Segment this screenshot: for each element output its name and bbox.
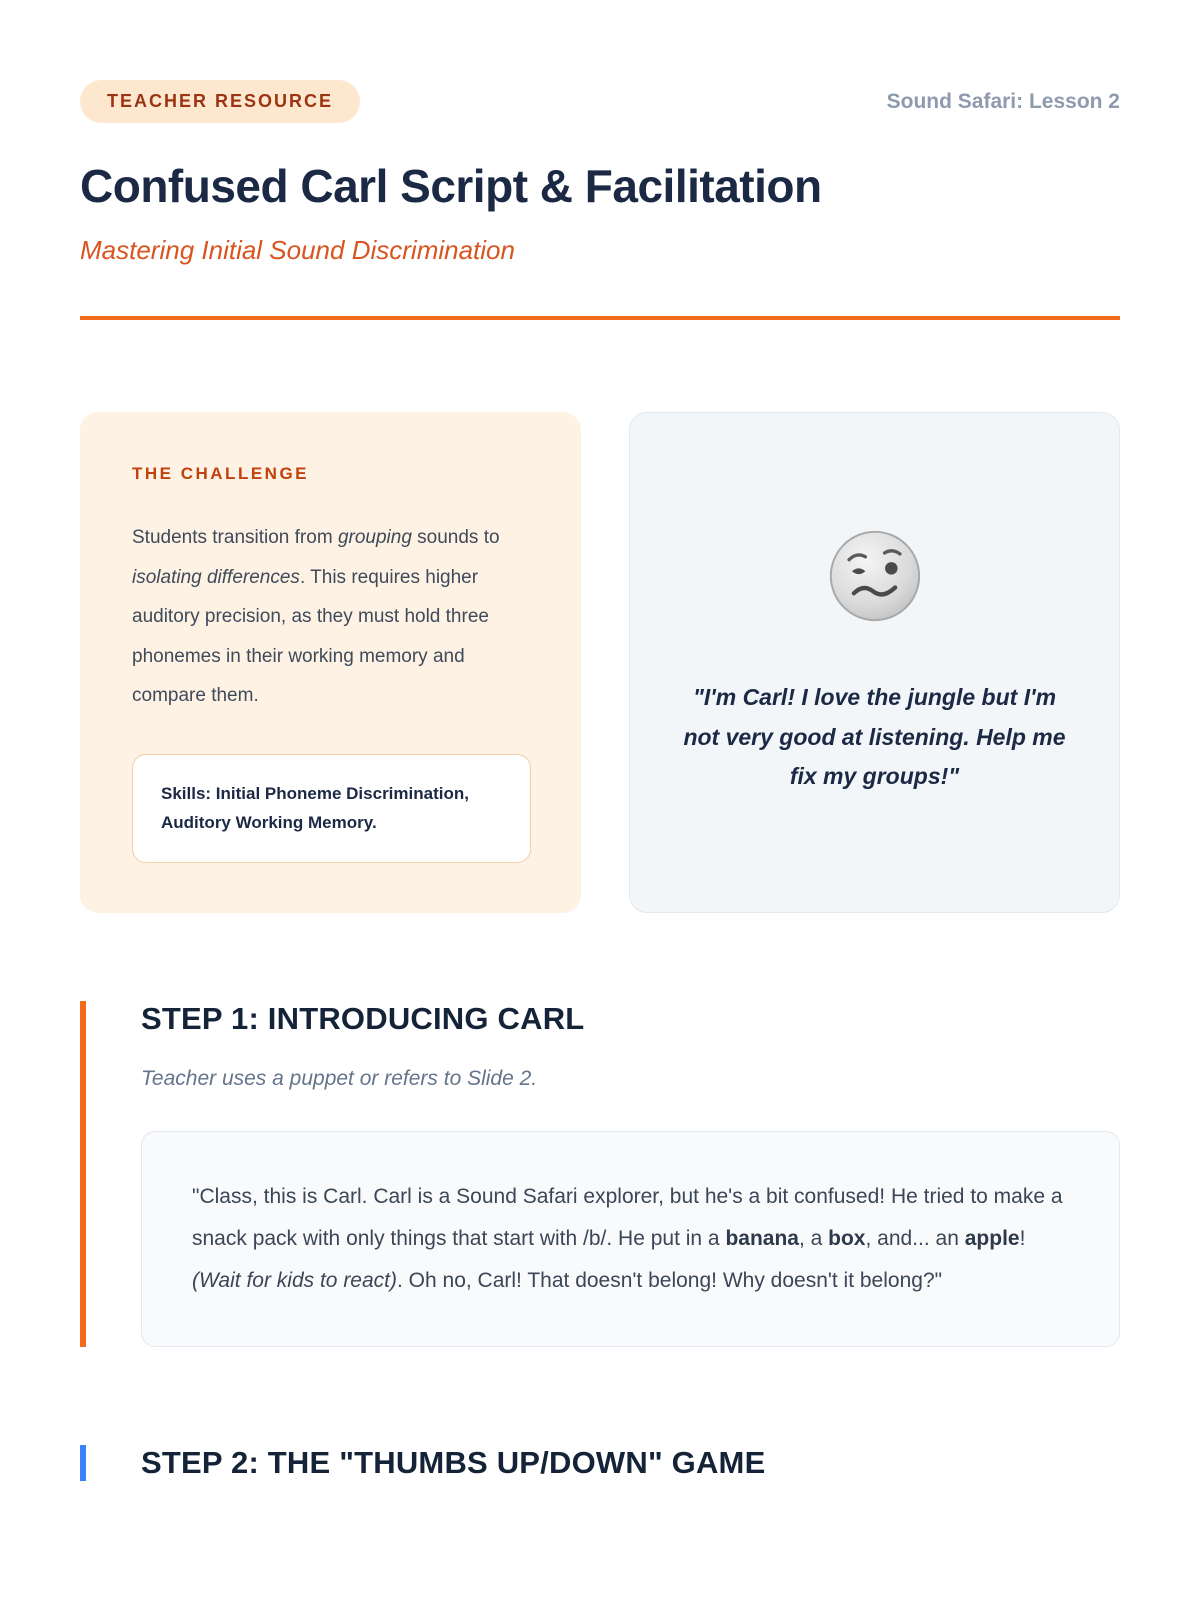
text-segment-bold: banana [725, 1227, 799, 1251]
step-2-section [80, 1445, 1120, 1481]
text-segment: . Oh no, Carl! That doesn't belong! Why doesn't it belong?" [397, 1269, 943, 1293]
challenge-body [132, 518, 531, 716]
carl-quote-card [629, 412, 1120, 913]
text-segment: , a [798, 1227, 829, 1251]
text-segment: . This requires higher auditory precision, as they must hold three phonemes in their working memory and compare them. [132, 566, 489, 707]
intro-cards-row [80, 412, 1120, 913]
step-1-heading: STEP 1: INTRODUCING CARL [141, 1001, 585, 1037]
step-1-script-card [141, 1131, 1120, 1347]
top-bar [80, 80, 1120, 123]
page-title: Confused Carl Script & Facilitation [80, 160, 822, 212]
skills-callout: Skills: Initial Phoneme Discrimination, Auditory Working Memory. [132, 754, 531, 864]
text-segment-bold: box [828, 1227, 866, 1251]
text-segment: ! [1019, 1227, 1026, 1251]
text-segment-italic: (Wait for kids to react) [192, 1269, 397, 1293]
step-1-section [80, 1001, 1120, 1347]
text-segment: Students transition from [132, 527, 338, 548]
step-2-heading: STEP 2: THE "THUMBS UP/DOWN" GAME [141, 1445, 766, 1481]
teacher-resource-badge: TEACHER RESOURCE [80, 80, 360, 123]
text-segment: sounds to [411, 527, 500, 548]
lesson-label: Sound Safari: Lesson 2 [886, 89, 1120, 113]
carl-quote-text: "I'm Carl! I love the jungle but I'm not very good at listening. Help me fix my groups!" [683, 684, 1066, 790]
woozy-face-emoji [827, 528, 923, 624]
text-segment-italic: grouping [337, 527, 412, 548]
text-segment: "Class, this is Carl. Carl is a Sound Safari explorer, but he's a bit confused! He tried to make a snack pack with only things that start with /b/. He put in a [192, 1185, 1063, 1251]
page-subtitle: Mastering Initial Sound Discrimination [80, 235, 515, 265]
challenge-heading: THE CHALLENGE [132, 464, 309, 483]
text-segment-bold: apple [964, 1227, 1020, 1251]
challenge-card [80, 412, 581, 913]
text-segment-italic: isolating differences [132, 566, 300, 588]
divider-rule [80, 316, 1120, 320]
step-1-note: Teacher uses a puppet or refers to Slide 2. [141, 1067, 538, 1091]
text-segment: , and... an [865, 1227, 965, 1251]
